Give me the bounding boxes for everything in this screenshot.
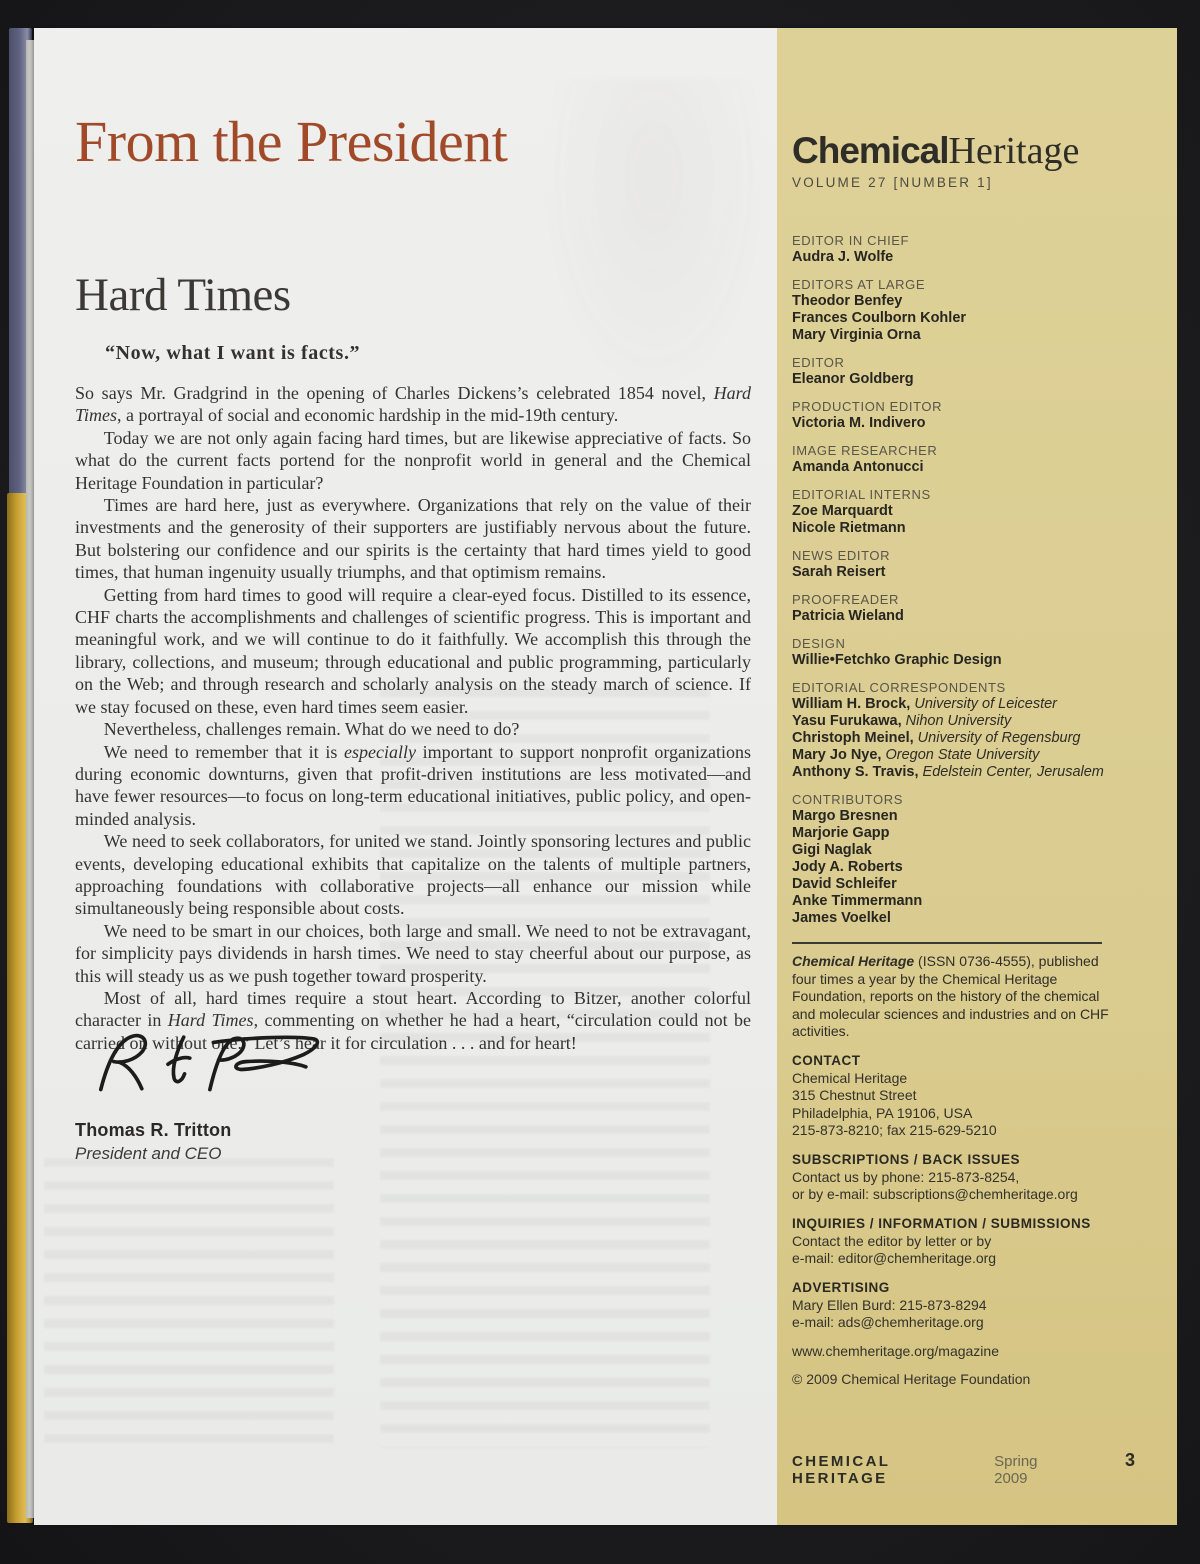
person-name: Eleanor Goldberg: [792, 371, 914, 387]
section-label: EDITORS AT LARGE: [792, 277, 926, 292]
staff-section: [792, 354, 1125, 388]
pull-quote: “Now, what I want is facts.”: [105, 342, 361, 364]
info-block: [792, 1279, 1125, 1332]
info-line: 315 Chestnut Street: [792, 1087, 917, 1103]
section-label: PROOFREADER: [792, 592, 900, 607]
person-name: Willie•Fetchko Graphic Design: [792, 652, 1002, 668]
body-paragraph: Times are hard here, just as everywhere. Organizations that rely on the value of their investments and the generosity of their supporters are justifiably nervous about the future. But bolstering our confidence and our spirits is the certainty that hard times yield to good times, that human ingenuity usually triumphs, and that optimism remains.: [75, 495, 751, 583]
staff-section: [792, 635, 1125, 669]
section-label: EDITORIAL INTERNS: [792, 487, 931, 502]
info-block: [792, 1052, 1125, 1140]
person-name: William H. Brock, University of Leicester: [792, 696, 1057, 712]
section-label: PRODUCTION EDITOR: [792, 399, 943, 414]
info-line: or by e-mail: subscriptions@chemheritage.org: [792, 1186, 1078, 1202]
section-label: DESIGN: [792, 636, 846, 651]
person-name: Anthony S. Travis, Edelstein Center, Jerusalem: [792, 764, 1104, 780]
info-line: Contact the editor by letter or by: [792, 1232, 992, 1249]
person-name: Audra J. Wolfe: [792, 249, 894, 265]
info-block: [792, 1343, 1125, 1361]
footer-magazine-name: CHEMICAL HERITAGE: [792, 1453, 891, 1487]
staff-section: [792, 398, 1125, 432]
info-line: Chemical Heritage: [792, 1069, 908, 1086]
person-name: Theodor Benfey: [792, 293, 903, 309]
section-label: CONTRIBUTORS: [792, 792, 903, 807]
person-name: David Schleifer: [792, 876, 897, 892]
section-label: EDITORIAL CORRESPONDENTS: [792, 680, 1006, 695]
person-name: Zoe Marquardt: [792, 503, 893, 519]
about-lead: Chemical Heritage: [792, 953, 915, 969]
staff-section: [792, 486, 1125, 537]
person-affiliation: Edelstein Center, Jerusalem: [918, 764, 1104, 780]
info-line: e-mail: editor@chemheritage.org: [792, 1250, 997, 1266]
footer-issue: Spring 2009: [994, 1453, 1038, 1487]
masthead-divider: [792, 942, 1102, 944]
staff-section: [792, 232, 1125, 266]
article-body: [75, 382, 751, 1054]
body-paragraph: Most of all, hard times require a stout heart. According to Bitzer, another colorful character in Hard Times, commenting on whether he had a heart, “circulation could not be carried on without one.” Let’s hear it for circulation . . . and for heart!: [75, 987, 751, 1053]
body-paragraph: So says Mr. Gradgrind in the opening of Charles Dickens’s celebrated 1854 novel, Hard Times, a portrayal of social and economic hardship in the mid-19th century.: [75, 383, 751, 426]
person-name: Yasu Furukawa, Nihon University: [792, 713, 1012, 729]
person-name: Gigi Naglak: [792, 842, 872, 858]
person-name: Marjorie Gapp: [792, 825, 890, 841]
body-paragraph: Nevertheless, challenges remain. What do we need to do?: [103, 719, 520, 740]
person-name: Patricia Wieland: [792, 608, 904, 624]
person-name: James Voelkel: [792, 910, 891, 926]
page-title: From the President: [75, 109, 508, 174]
person-name: Anke Timmermann: [792, 893, 923, 909]
info-line: Philadelphia, PA 19106, USA: [792, 1104, 973, 1121]
section-label: EDITOR IN CHIEF: [792, 233, 910, 248]
info-line: © 2009 Chemical Heritage Foundation: [792, 1371, 1031, 1387]
info-line: www.chemheritage.org/magazine: [792, 1342, 999, 1359]
info-line: e-mail: ads@chemheritage.org: [792, 1314, 984, 1330]
staff-section: [792, 679, 1125, 781]
person-name: Victoria M. Indivero: [792, 415, 926, 431]
section-label: NEWS EDITOR: [792, 548, 891, 563]
person-affiliation: University of Leicester: [910, 696, 1057, 712]
body-paragraph: We need to seek collaborators, for united we stand. Jointly sponsoring lectures and public events, developing educational exhibits that capitalize on the talents of multiple partners, approaching foundations with collaborative projects—all enhance our mission while simultaneously being responsible about costs.: [75, 831, 751, 919]
info-block: [792, 1371, 1125, 1389]
person-name: Margo Bresnen: [792, 808, 898, 824]
masthead-info: [792, 1052, 1125, 1389]
person-name: Jody A. Roberts: [792, 859, 903, 875]
article-title: Hard Times: [75, 269, 291, 321]
masthead-sidebar: [777, 28, 1177, 1525]
info-label: ADVERTISING: [792, 1279, 890, 1295]
person-name: Mary Jo Nye, Oregon State University: [792, 747, 1040, 763]
masthead-logo: [792, 132, 1125, 170]
signature-name: Thomas R. Tritton: [75, 1120, 232, 1140]
section-label: EDITOR: [792, 355, 845, 370]
info-line: Contact us by phone: 215-873-8254,: [792, 1168, 1020, 1185]
staff-section: [792, 276, 1125, 344]
section-label: IMAGE RESEARCHER: [792, 443, 938, 458]
info-line: Mary Ellen Burd: 215-873-8294: [792, 1296, 987, 1313]
person-name: Frances Coulborn Kohler: [792, 310, 967, 326]
about-rest: (ISSN 0736-4555), published four times a year by the Chemical Heritage Foundation, reports on the history of the chemical and molecular sciences and industries and on CHF activities.: [792, 953, 1109, 1039]
person-affiliation: Nihon University: [901, 713, 1012, 729]
person-affiliation: University of Regensburg: [913, 730, 1081, 746]
editorial-column: [75, 28, 751, 1525]
person-name: Mary Virginia Orna: [792, 327, 921, 343]
body-paragraph: Today we are not only again facing hard times, but are likewise appreciative of facts. So what do the current facts portend for the nonprofit world in general and the Chemical Heritage Foundation in particular?: [75, 427, 751, 493]
info-line: 215-873-8210; fax 215-629-5210: [792, 1122, 997, 1138]
staff-section: [792, 591, 1125, 625]
signature-role: President and CEO: [75, 1144, 222, 1163]
masthead-logo-bold: Chemical: [792, 130, 949, 171]
staff-section: [792, 547, 1125, 581]
info-block: [792, 1151, 1125, 1204]
page-footer: [792, 1450, 1135, 1487]
about-text: [792, 953, 1114, 1041]
volume-line: VOLUME 27 [NUMBER 1]: [792, 175, 993, 190]
signature-svg: [83, 1018, 335, 1114]
info-label: SUBSCRIPTIONS / BACK ISSUES: [792, 1151, 1021, 1167]
page-number: 3: [1124, 1450, 1135, 1470]
body-paragraph: We need to be smart in our choices, both large and small. We need to not be extravagant, for simplicity pays dividends in harsh times. We need to stay cheerful about our purpose, as this will steady us as we push together toward prosperity.: [75, 920, 751, 986]
staff-section: [792, 442, 1125, 476]
info-label: INQUIRIES / INFORMATION / SUBMISSIONS: [792, 1215, 1091, 1231]
person-name: Amanda Antonucci: [792, 459, 924, 475]
magazine-page: [34, 28, 1177, 1525]
masthead-staff: [792, 232, 1125, 927]
body-paragraph: We need to remember that it is especially important to support nonprofit organizations during economic downturns, given that profit-driven institutions are less motivated—and have fewer resources—to focus on long-term educational initiatives, public policy, and open-minded analysis.: [75, 741, 751, 829]
signature-image: [83, 1018, 335, 1114]
info-block: [792, 1215, 1125, 1268]
person-affiliation: Oregon State University: [881, 747, 1040, 763]
person-name: Nicole Rietmann: [792, 520, 906, 536]
masthead-logo-serif: Heritage: [948, 130, 1080, 172]
staff-section: [792, 791, 1125, 927]
person-name: Sarah Reisert: [792, 564, 886, 580]
info-label: CONTACT: [792, 1052, 861, 1068]
person-name: Christoph Meinel, University of Regensburg: [792, 730, 1081, 746]
body-paragraph: Getting from hard times to good will require a clear-eyed focus. Distilled to its essence, CHF charts the accomplishments and challenges of scientific progress. This is important and meaningful work, and we will continue to do it faithfully. We accomplish this through the library, collections, and museum; through educational and public programming, particularly on the Web; and through research and scholarly analysis on the steady march of science. If we stay focused on these, even hard times seem easier.: [75, 584, 751, 717]
